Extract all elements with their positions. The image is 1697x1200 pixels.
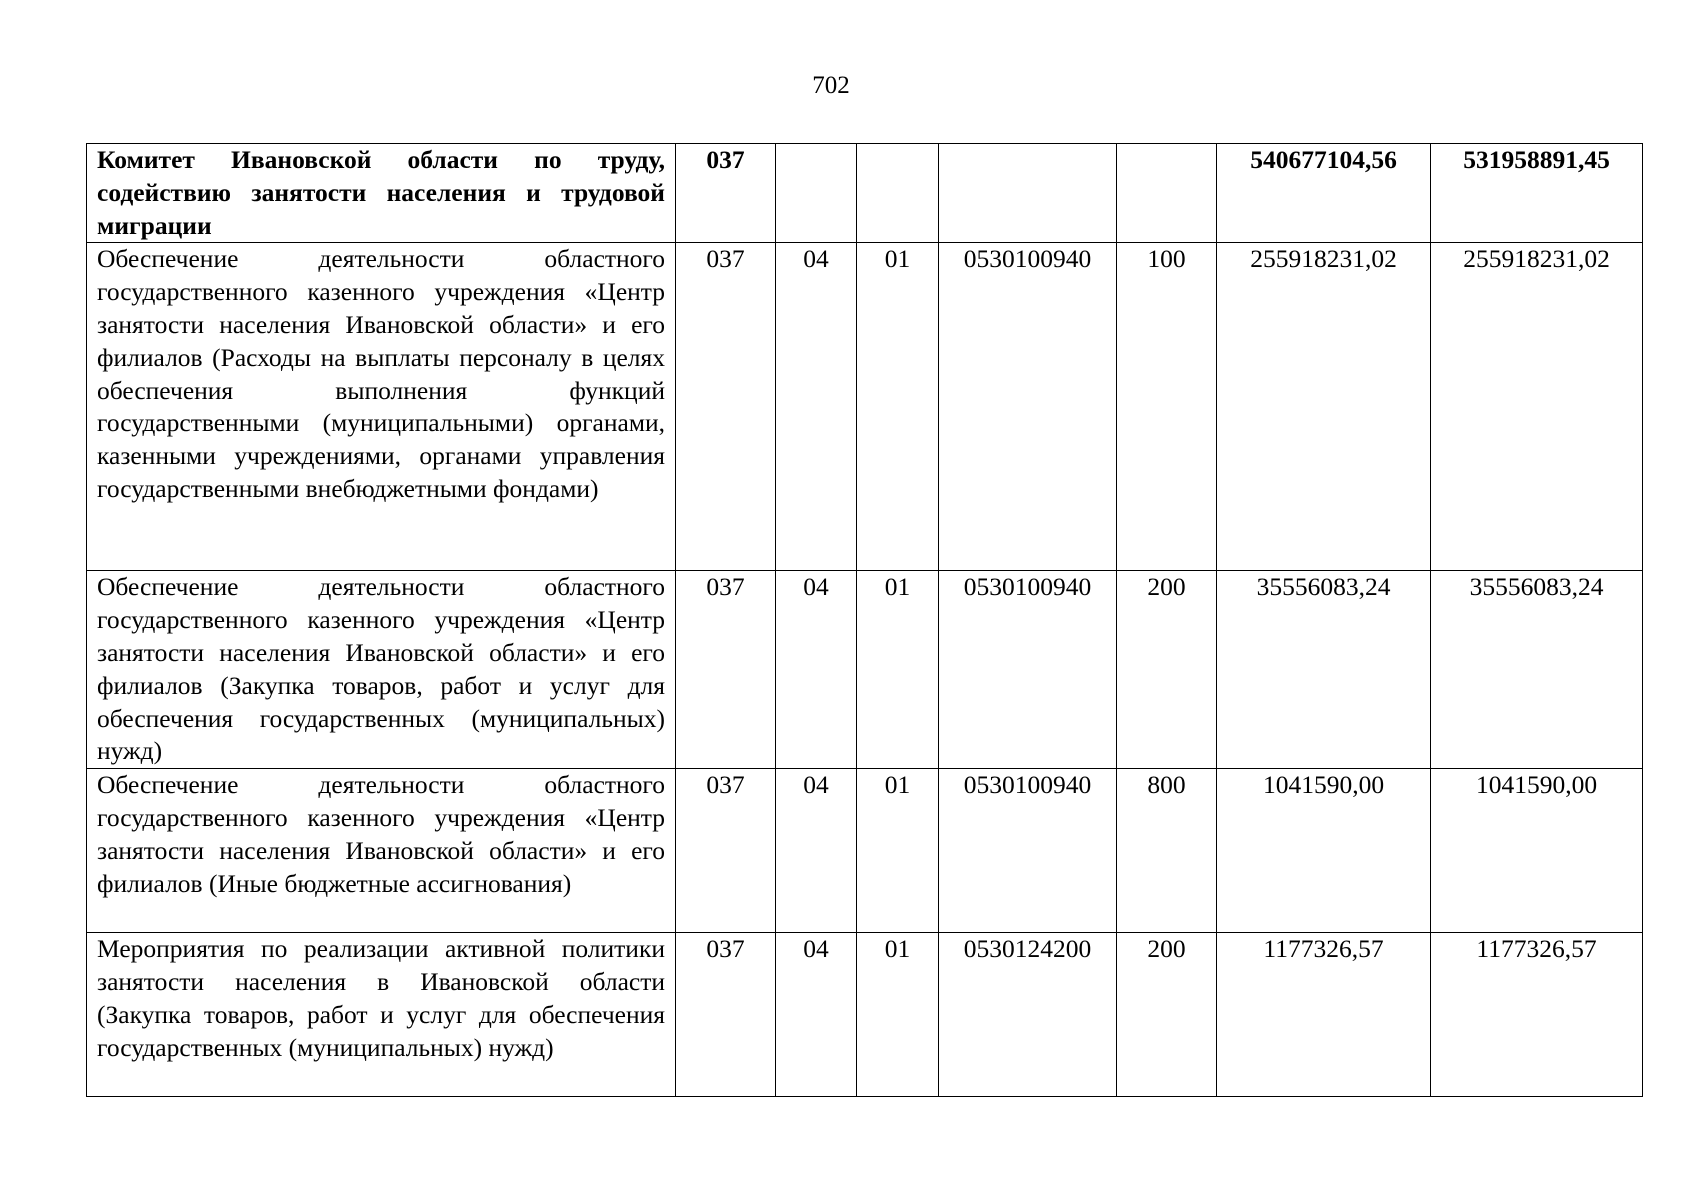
row-description: Обеспечение деятельности областного государственного казенного учреждения «Центр занятости населения Ивановской области» и его филиалов (Иные бюджетные ассигнования) [87,769,676,933]
section-code: 04 [776,243,857,571]
subsection-code [857,144,939,243]
ministry-code: 037 [676,769,776,933]
row-description: Обеспечение деятельности областного государственного казенного учреждения «Центр занятости населения Ивановской области» и его филиалов (Расходы на выплаты персоналу в целях обеспечения выполнения функций государственными (муниципальными) органами, казенными учреждениями, органами управления государственными внебюджетными фондами) [87,243,676,571]
ministry-code: 037 [676,571,776,769]
table-row [87,769,1643,933]
table-row [87,571,1643,769]
amount-1: 1177326,57 [1217,933,1431,1097]
amount-2: 1041590,00 [1431,769,1643,933]
budget-table [86,143,1643,1097]
row-description: Мероприятия по реализации активной политики занятости населения в Ивановской области (Закупка товаров, работ и услуг для обеспечения государственных (муниципальных) нужд) [87,933,676,1097]
amount-1: 1041590,00 [1217,769,1431,933]
section-code: 04 [776,769,857,933]
target-code: 0530124200 [939,933,1117,1097]
page-number: 702 [812,72,850,99]
target-code: 0530100940 [939,571,1117,769]
row-description: Обеспечение деятельности областного государственного казенного учреждения «Центр занятости населения Ивановской области» и его филиалов (Закупка товаров, работ и услуг для обеспечения государственных (муниципальных) нужд) [87,571,676,769]
amount-1: 255918231,02 [1217,243,1431,571]
target-code: 0530100940 [939,243,1117,571]
table-row [87,933,1643,1097]
table-row [87,243,1643,571]
amount-2: 531958891,45 [1431,144,1643,243]
section-code [776,144,857,243]
ministry-code: 037 [676,933,776,1097]
expense-type-code: 200 [1117,571,1217,769]
amount-2: 1177326,57 [1431,933,1643,1097]
section-code: 04 [776,571,857,769]
section-code: 04 [776,933,857,1097]
amount-2: 255918231,02 [1431,243,1643,571]
ministry-code: 037 [676,243,776,571]
subsection-code: 01 [857,933,939,1097]
expense-type-code: 200 [1117,933,1217,1097]
subsection-code: 01 [857,243,939,571]
amount-2: 35556083,24 [1431,571,1643,769]
amount-1: 540677104,56 [1217,144,1431,243]
target-code [939,144,1117,243]
ministry-code: 037 [676,144,776,243]
expense-type-code: 800 [1117,769,1217,933]
target-code: 0530100940 [939,769,1117,933]
table-row [87,144,1643,243]
subsection-code: 01 [857,571,939,769]
subsection-code: 01 [857,769,939,933]
expense-type-code [1117,144,1217,243]
row-description: Комитет Ивановской области по труду, содействию занятости населения и трудовой миграции [87,144,676,243]
amount-1: 35556083,24 [1217,571,1431,769]
expense-type-code: 100 [1117,243,1217,571]
